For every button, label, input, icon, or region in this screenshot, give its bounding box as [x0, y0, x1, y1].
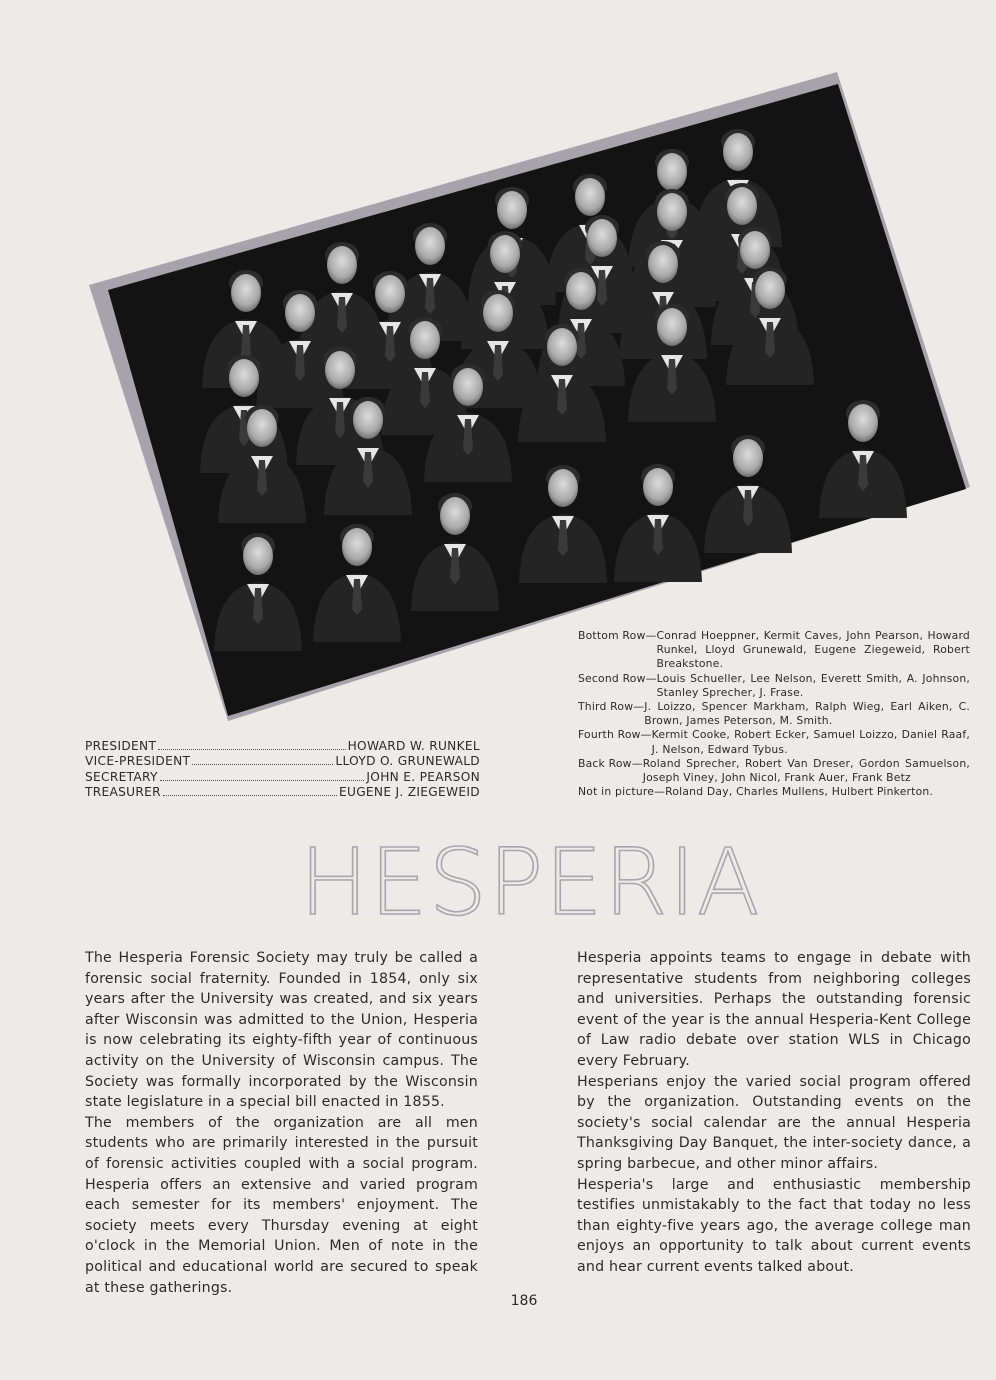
face: [643, 468, 673, 506]
face: [727, 187, 757, 225]
face: [231, 274, 261, 312]
caption-names: Kermit Cooke, Robert Ecker, Samuel Loizzo, Daniel Raaf, J. Nelson, Edward Tybus.: [651, 728, 970, 756]
leader-dots: [163, 795, 337, 796]
face: [410, 321, 440, 359]
face: [755, 271, 785, 309]
page-title: HESPERIA: [299, 829, 761, 936]
officer-name: JOHN E. PEARSON: [366, 769, 480, 784]
face: [415, 227, 445, 265]
face: [327, 246, 357, 284]
caption-label: Fourth Row—: [578, 728, 652, 742]
officer-role: TREASURER: [85, 784, 161, 799]
face: [547, 328, 577, 366]
face: [733, 439, 763, 477]
face: [648, 245, 678, 283]
face: [723, 133, 753, 171]
face: [490, 235, 520, 273]
caption-label: Not in picture—: [578, 785, 666, 799]
officer-secretary: [85, 770, 480, 785]
officer-name: HOWARD W. RUNKEL: [347, 739, 480, 753]
body-paragraph: The Hesperia Forensic Society may truly be called a forensic social fraternity. Founded in 1854, only six years after the University was created, and six years after Wisconsin was admitted to the Union, Hesperia is now celebrating its eighty-fifth year of continuous activity on the University of Wisconsin campus. The Society was formally incorporated by the Wisconsin state legislature in a special bill enacted in 1855.: [85, 950, 478, 1111]
officer-vice-president: [85, 754, 480, 769]
face: [483, 294, 513, 332]
face: [453, 368, 483, 406]
officer-role: PRESIDENT: [85, 739, 157, 753]
body-paragraph: Hesperia appoints teams to engage in debate with representative students from neighboring colleges and universities. Perhaps the outstanding forensic event of the year is the annual Hesperia-Kent College of Law radio debate over station WLS in Chicago every February.: [577, 950, 971, 1069]
caption-not-in-picture: [578, 785, 970, 799]
caption-label: Second Row—: [578, 671, 657, 685]
caption-names: Louis Schueller, Lee Nelson, Everett Smith, A. Johnson, Stanley Sprecher, J. Frase.: [656, 671, 970, 699]
caption-label: Third Row—: [578, 700, 645, 714]
body-paragraph: Hesperians enjoy the varied social program offered by the organization. Outstanding events on the society's social calendar are the annual Hesperia Thanksgiving Day Banquet, the inter-society dance, a spring barbecue, and other minor affairs.: [577, 1073, 971, 1172]
face: [247, 409, 277, 447]
officer-president: [85, 739, 480, 754]
caption-label: Bottom Row—: [578, 629, 657, 642]
caption-fourth-row: [578, 728, 970, 756]
officer-role: SECRETARY: [85, 769, 158, 784]
body-column-left: [85, 948, 478, 1298]
body-paragraph: Hesperia's large and enthusiastic membership testifies unmistakably to the fact that today no less than eighty-five years ago, the average college man enjoys an opportunity to talk about current events and hear current events talked about.: [577, 1176, 971, 1275]
face: [657, 308, 687, 346]
officer-name: LLOYD O. GRUNEWALD: [335, 754, 480, 769]
caption-names: Roland Sprecher, Robert Van Dreser, Gordon Samuelson, Joseph Viney, John Nicol, Frank Auer, Frank Betz: [642, 756, 970, 785]
face: [548, 469, 578, 507]
caption-third-row: [578, 700, 970, 728]
page-number: 186: [510, 1293, 538, 1309]
caption-second-row: [578, 672, 970, 700]
photo-caption: [578, 629, 970, 799]
officer-treasurer: [85, 785, 480, 800]
caption-back-row: [578, 757, 970, 785]
face: [587, 219, 617, 257]
face: [497, 191, 527, 229]
face: [657, 193, 687, 231]
body-paragraph: The members of the organization are all men students who are primarily interested in the pursuit of forensic activities coupled with a social program. Hesperia offers an extensive and varied program each semester for its members' enjoyment. The society meets every Thursday evening at eight o'clock in the Memorial Union. Men of note in the political and educational world are secured to speak at these gatherings.: [85, 1114, 478, 1296]
face: [325, 351, 355, 389]
caption-bottom-row: [578, 629, 970, 672]
face: [848, 404, 878, 442]
face: [575, 178, 605, 216]
face: [243, 537, 273, 575]
leader-dots: [158, 749, 345, 750]
leader-dots: [192, 764, 333, 765]
leader-dots: [160, 780, 365, 781]
caption-names: Roland Day, Charles Mullens, Hulbert Pinkerton.: [665, 785, 934, 799]
officers-list: [85, 739, 480, 800]
officer-name: EUGENE J. ZIEGEWEID: [338, 784, 480, 799]
face: [285, 294, 315, 332]
face: [657, 153, 687, 191]
caption-names: Conrad Hoeppner, Kermit Caves, John Pearson, Howard Runkel, Lloyd Grunewald, Eugene Ziegeweid, Robert Breakstone.: [656, 629, 970, 671]
officer-role: VICE-PRESIDENT: [85, 754, 191, 769]
face: [566, 272, 596, 310]
face: [740, 231, 770, 269]
caption-label: Back Row—: [578, 756, 643, 770]
face: [375, 275, 405, 313]
body-column-right: [577, 948, 971, 1278]
caption-names: J. Loizzo, Spencer Markham, Ralph Wieg, Earl Aiken, C. Brown, James Peterson, M. Smith.: [644, 700, 970, 728]
face: [229, 359, 259, 397]
face: [342, 528, 372, 566]
face: [353, 401, 383, 439]
face: [440, 497, 470, 535]
